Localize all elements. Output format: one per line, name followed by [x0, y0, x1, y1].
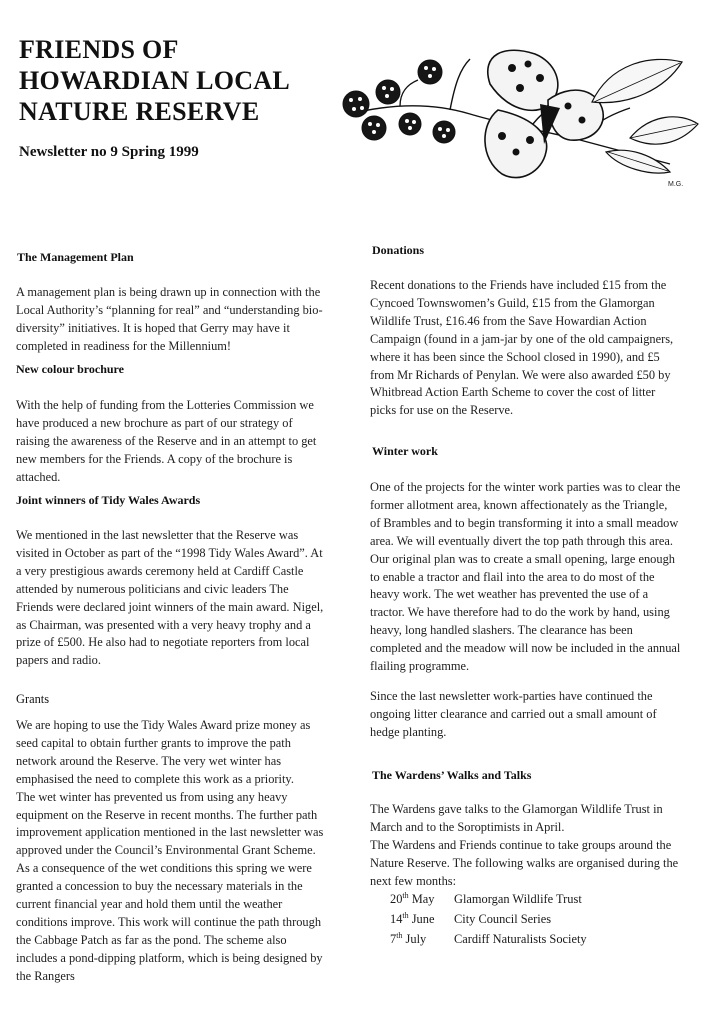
masthead-line: FRIENDS OF — [19, 35, 179, 64]
text-line: heavy work. The wet weather has prevented the use of a — [370, 587, 649, 602]
text-line: Local Authority’s “planning for real” and “understanding bio- — [16, 302, 323, 317]
walk-row — [390, 909, 587, 929]
text-line: the Cabbage Patch as far as the pond. The scheme also — [16, 932, 287, 947]
text-line: The Wardens and Friends continue to take groups around the — [370, 837, 672, 852]
heading-grants: Grants — [16, 692, 50, 706]
text-line: equipment on the Reserve in recent months. The further path — [16, 807, 318, 822]
text-line: picks for use on the Reserve. — [370, 403, 514, 418]
text-line: We are hoping to use the Tidy Wales Award prize money as — [16, 718, 311, 732]
walk-event: Glamorgan Wildlife Trust — [454, 892, 582, 906]
text-line: area. We will eventually divert the top path through this area. — [370, 533, 673, 548]
text-line: emphasised the need to complete this work as a priority. — [16, 771, 294, 786]
text-line: attended by numerous politicians and civic leaders The — [16, 581, 289, 596]
paragraph-new-brochure — [16, 397, 316, 487]
text-line: raising the awareness of the Reserve and in an attempt to get — [16, 433, 317, 448]
paragraph-management-plan — [16, 284, 323, 356]
text-line: We mentioned in the last newsletter that the Reserve was — [16, 528, 299, 542]
walks-schedule — [390, 889, 587, 949]
text-line: includes a pond-dipping platform, which is being designed by — [16, 950, 323, 965]
masthead-line: HOWARDIAN LOCAL — [19, 66, 291, 95]
text-line: improvement application mentioned in the last newsletter was — [16, 825, 324, 840]
text-line: visited in October as part of the “1998 Tidy Wales Award”. At — [16, 545, 323, 560]
text-line: granted a concession to buy the necessary materials in the — [16, 879, 303, 894]
text-line: current financial year and hold them until the weather — [16, 897, 283, 912]
text-line: former allotment area, known affectionately as the Triangle, — [370, 497, 668, 512]
paragraph-tidy-wales — [16, 527, 323, 670]
text-line: Wildlife Trust, £16.46 from the Save Howardian Action — [370, 313, 647, 328]
text-line: One of the projects for the winter work parties was to clear the — [370, 480, 681, 494]
text-line: from Mr Richards of Penylan. We were also awarded £50 by — [370, 367, 671, 382]
paragraph-winter-work-followup — [370, 688, 657, 742]
text-line: The Wardens gave talks to the Glamorgan Wildlife Trust in — [370, 802, 663, 816]
text-line: hedge planting. — [370, 724, 447, 739]
walk-event: City Council Series — [454, 912, 552, 926]
heading-tidy-wales: Joint winners of Tidy Wales Awards — [16, 493, 201, 507]
paragraph-grants — [16, 717, 323, 986]
butterfly-blackberry-illustration — [330, 44, 700, 194]
text-line: next few months: — [370, 873, 457, 888]
walk-date: 7th July — [390, 930, 427, 946]
heading-winter-work: Winter work — [372, 444, 438, 458]
masthead-line: NATURE RESERVE — [19, 97, 260, 126]
text-line: flailing programme. — [370, 659, 470, 674]
text-line: The wet winter has prevented us from using any heavy — [16, 789, 288, 804]
text-line: Since the last newsletter work-parties have continued the — [370, 689, 653, 703]
text-line: diversity” initiatives. It is hoped that Gerry may have it — [16, 320, 290, 335]
text-line: Nature Reserve. The following walks are organised during the — [370, 855, 679, 870]
text-line: where it has been since the School closed in 1990), and £5 — [370, 349, 660, 364]
text-line: to enable a tractor and flail into the area to do most of the — [370, 569, 655, 584]
paragraph-donations — [370, 277, 673, 420]
heading-new-brochure: New colour brochure — [16, 362, 124, 376]
text-line: approved under the Council’s Environmental Grant Scheme. — [16, 843, 316, 858]
paragraph-winter-work — [370, 479, 680, 676]
text-line: ongoing litter clearance and carried out a small amount of — [370, 706, 657, 721]
text-line: Campaign (found in a jam-jar by one of the old campaigners, — [370, 331, 674, 346]
text-line: of Brambles and to begin transforming it into a small meadow — [370, 515, 679, 530]
text-line: prize of £500. He also had to negotiate reporters from local — [16, 635, 310, 650]
text-line: March and to the Soroptimists in April. — [370, 819, 565, 834]
text-line: attached. — [16, 469, 61, 484]
text-line: A management plan is being drawn up in connection with the — [16, 285, 321, 299]
text-line: Friends were declared joint winners of the main award. Nigel, — [16, 599, 324, 614]
walk-event: Cardiff Naturalists Society — [454, 932, 587, 946]
text-line: as Chairman, was presented with a very heavy trophy and a — [16, 617, 311, 632]
text-line: conditions improve. This work will continue the path through — [16, 914, 322, 929]
text-line: Cyncoed Townswomen’s Guild, £15 from the Glamorgan — [370, 295, 655, 310]
artist-signature: M.G. — [668, 181, 684, 188]
text-line: completed and the meadow will now be included in the annual — [370, 641, 681, 656]
heading-wardens-walks: The Wardens’ Walks and Talks — [372, 768, 532, 782]
paragraph-wardens-walks — [370, 801, 678, 891]
walk-row — [390, 889, 587, 909]
text-line: heavy, long handled slashers. The clearance has been — [370, 623, 633, 638]
text-line: new members for the Friends. A copy of the brochure is — [16, 451, 293, 466]
text-line: have produced a new brochure as part of our strategy of — [16, 415, 293, 430]
walk-date: 20th May — [390, 890, 435, 906]
text-line: tractor. We have therefore had to do the work by hand, using — [370, 605, 670, 620]
text-line: Whitbread Action Earth Scheme to cover the cost of litter — [370, 385, 656, 400]
heading-donations: Donations — [372, 243, 425, 257]
text-line: the Rangers — [16, 968, 75, 983]
text-line: network around the Reserve. The very wet winter has — [16, 753, 282, 768]
masthead-title — [19, 34, 290, 127]
walk-row — [390, 929, 587, 949]
issue-label: Newsletter no 9 Spring 1999 — [19, 144, 199, 160]
text-line: With the help of funding from the Lotteries Commission we — [16, 398, 314, 412]
text-line: seed capital to obtain further grants to improve the path — [16, 735, 291, 750]
text-line: completed in readiness for the Millennium! — [16, 338, 232, 353]
text-line: a very prestigious awards ceremony held at Cardiff Castle — [16, 563, 304, 578]
text-line: As a consequence of the wet conditions this spring we were — [16, 861, 312, 876]
text-line: papers and radio. — [16, 653, 101, 668]
text-line: Recent donations to the Friends have included £15 from the — [370, 278, 667, 292]
text-line: Our original plan was to create a small opening, large enough — [370, 551, 675, 566]
heading-management-plan: The Management Plan — [17, 250, 134, 264]
walk-date: 14th June — [390, 910, 435, 926]
